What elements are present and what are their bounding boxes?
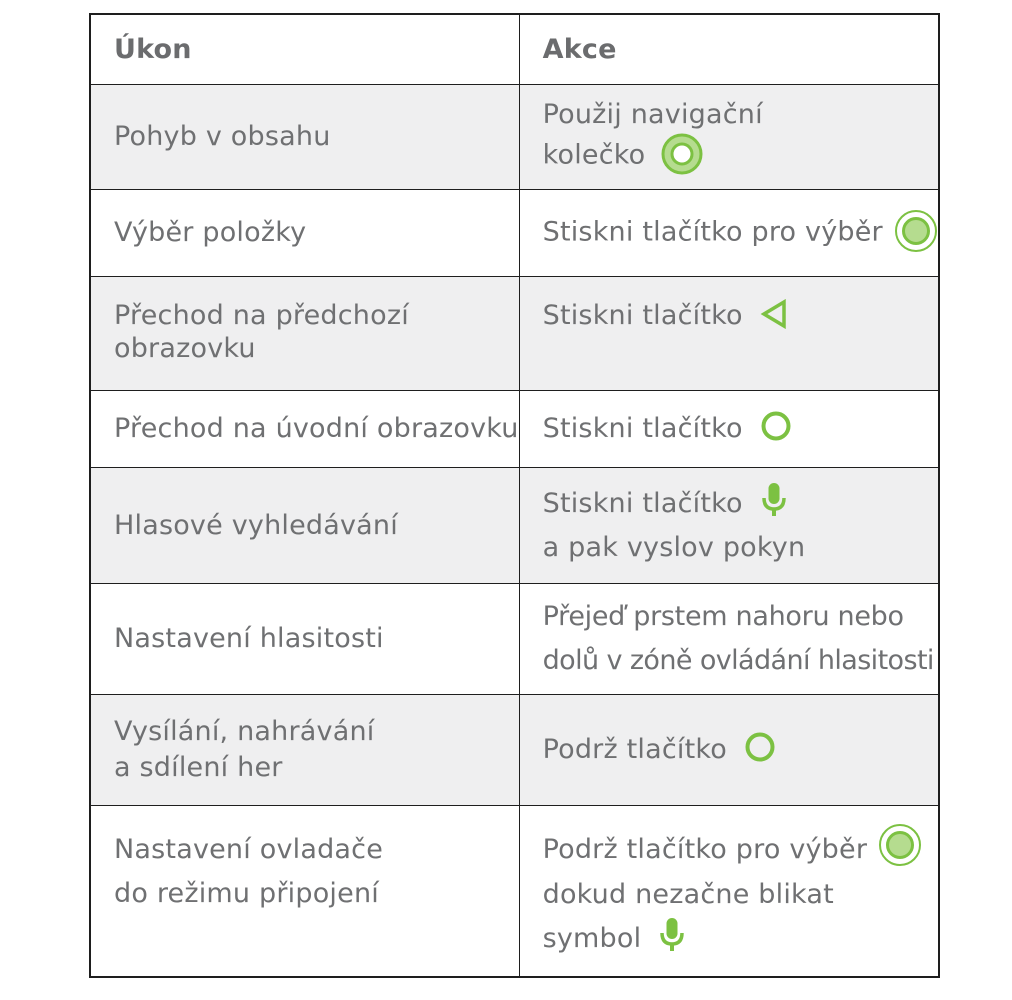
home-circle-icon (744, 731, 776, 763)
action-text: Přejeď prstem nahoru nebo (542, 601, 904, 632)
action-text: Stiskni tlačítko pro výběr (542, 216, 883, 248)
task-text: obrazovku (114, 333, 256, 364)
task-cell (90, 584, 519, 695)
action-cell (519, 468, 939, 584)
table-row (90, 85, 939, 190)
action-text: a pak vyslov pokyn (542, 531, 806, 563)
select-button-icon (894, 209, 938, 253)
action-cell (519, 806, 939, 977)
action-cell (519, 85, 939, 190)
task-cell (90, 391, 519, 468)
task-text: Vysílání, nahrávání (114, 716, 375, 747)
microphone-icon (658, 917, 686, 953)
header-task: Úkon (90, 14, 519, 85)
task-text: Přechod na úvodní obrazovku (114, 413, 519, 444)
action-cell (519, 584, 939, 695)
action-text: Stiskni tlačítko (542, 413, 743, 444)
action-text: Použij navigační (542, 99, 763, 130)
action-text: symbol (542, 922, 642, 954)
task-cell (90, 190, 519, 277)
task-text: Hlasové vyhledávání (114, 509, 398, 541)
action-cell (519, 190, 939, 277)
task-cell (90, 85, 519, 190)
action-text: kolečko (542, 139, 646, 171)
action-text: dolů v zóně ovládání hlasitosti (542, 645, 934, 676)
controls-table (89, 13, 940, 978)
task-text: Přechod na předchozí (114, 300, 409, 331)
table-row (90, 277, 939, 391)
task-cell (90, 806, 519, 977)
action-cell (519, 391, 939, 468)
home-circle-icon (760, 410, 792, 442)
task-text: Nastavení ovladače (114, 834, 384, 865)
table-row (90, 468, 939, 584)
header-action: Akce (519, 14, 939, 85)
nav-wheel-icon (660, 132, 704, 176)
action-text: Podrž tlačítko pro výběr (542, 834, 868, 865)
task-cell (90, 468, 519, 584)
table-row (90, 584, 939, 695)
task-cell (90, 695, 519, 806)
action-text: Podrž tlačítko (542, 734, 728, 765)
task-text: do režimu připojení (114, 878, 379, 909)
action-text: Stiskni tlačítko (542, 487, 743, 519)
back-triangle-icon (760, 299, 788, 329)
task-text: a sdílení her (114, 752, 283, 783)
action-text: dokud nezačne blikat (542, 878, 834, 910)
task-cell (90, 277, 519, 391)
table-header-row (90, 14, 939, 85)
table-row (90, 391, 939, 468)
action-text: Stiskni tlačítko (542, 300, 743, 331)
microphone-icon (760, 482, 788, 518)
action-cell (519, 695, 939, 806)
task-text: Výběr položky (114, 217, 307, 248)
task-text: Pohyb v obsahu (114, 121, 331, 152)
action-cell (519, 277, 939, 391)
table-row (90, 806, 939, 977)
task-text: Nastavení hlasitosti (114, 623, 384, 654)
table-row (90, 190, 939, 277)
table-row (90, 695, 939, 806)
select-button-icon (878, 823, 922, 867)
